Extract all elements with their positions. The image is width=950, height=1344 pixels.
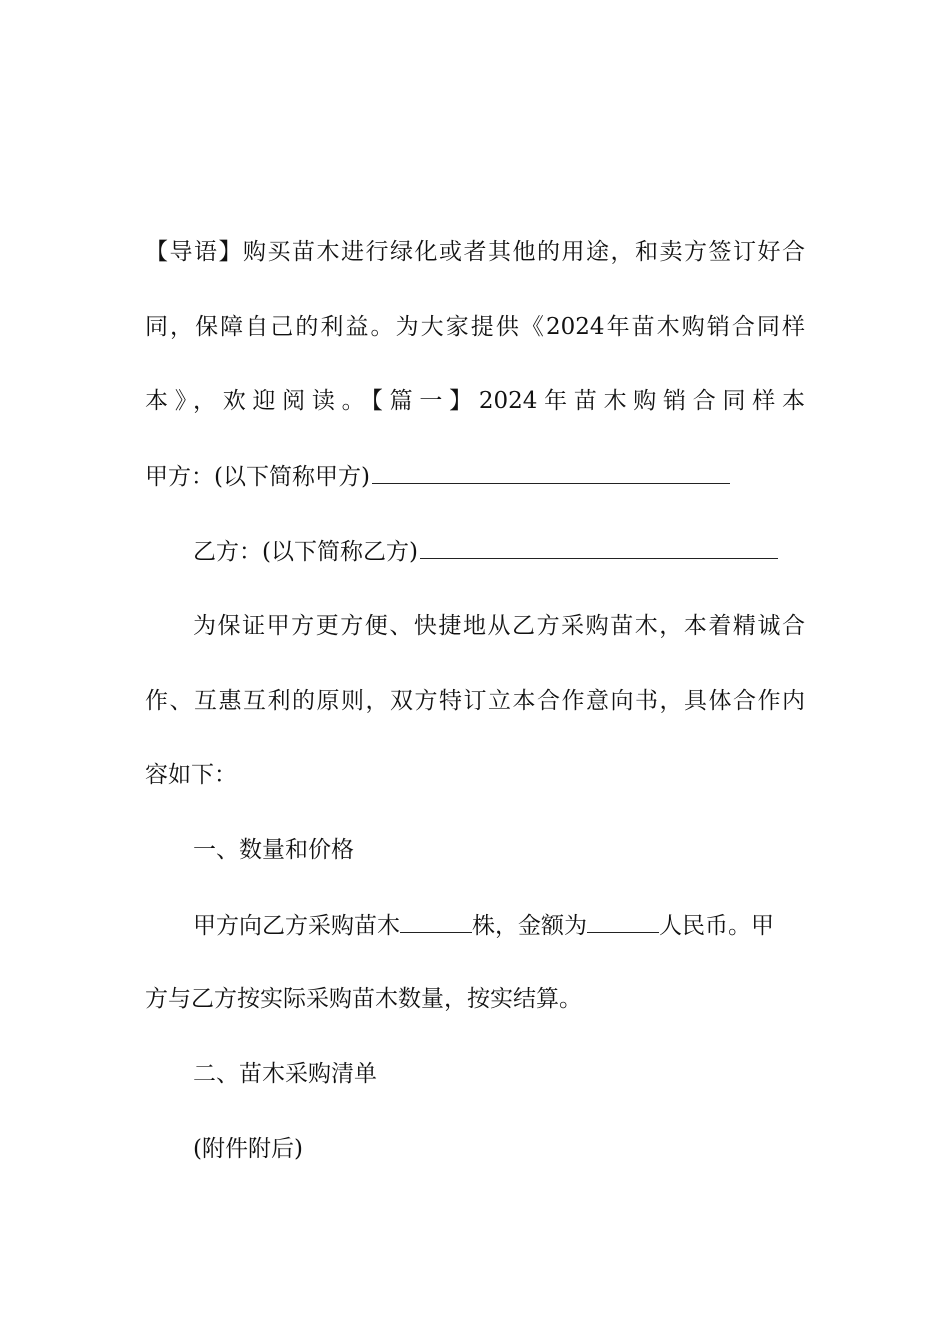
party-b-line <box>193 536 805 567</box>
section-2-note: (附件附后) <box>193 1136 303 1162</box>
purpose-line-2: 作、互惠互利的原则，双方特订立本合作意向书，具体合作内 <box>145 688 805 714</box>
party-b-blank <box>420 536 778 559</box>
purpose-line-1: 为保证甲方更方便、快捷地从乙方采购苗木，本着精诚合 <box>193 613 805 639</box>
quantity-blank <box>400 910 472 933</box>
party-a-line <box>145 461 805 492</box>
section-1-text-b: 株，金额为 <box>472 913 587 939</box>
section-1-heading: 一、数量和价格 <box>193 837 354 863</box>
amount-blank <box>587 910 659 933</box>
section-1-line-1 <box>193 910 805 941</box>
intro-line-3: 本》，欢迎阅读。【篇一】2024年苗木购销合同样本 <box>145 388 805 414</box>
section-1-text-a: 甲方向乙方采购苗木 <box>193 913 400 939</box>
intro-line-2: 同，保障自己的利益。为大家提供《2024年苗木购销合同样 <box>145 314 805 340</box>
party-a-label: 甲方：(以下简称甲方) <box>145 464 370 490</box>
party-a-blank <box>372 461 730 484</box>
section-1-text-c: 人民币。甲 <box>659 913 774 939</box>
purpose-line-3: 容如下： <box>145 762 237 788</box>
section-2-heading: 二、苗木采购清单 <box>193 1061 377 1087</box>
intro-line-1: 【导语】购买苗木进行绿化或者其他的用途，和卖方签订好合 <box>145 239 805 265</box>
party-b-label: 乙方：(以下简称乙方) <box>193 539 418 565</box>
section-1-line-2: 方与乙方按实际采购苗木数量，按实结算。 <box>145 986 582 1012</box>
